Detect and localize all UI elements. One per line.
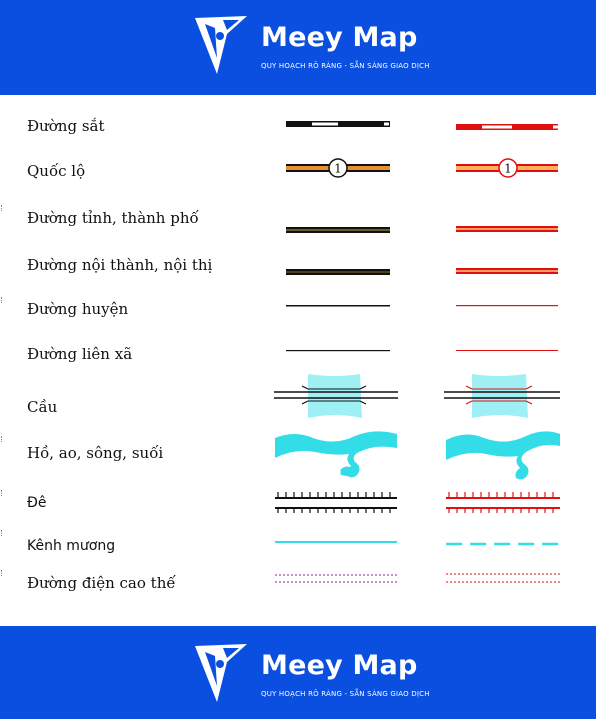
legend-label-railway: Đường sắt xyxy=(27,117,105,135)
national-road-marker: 1 xyxy=(334,161,342,176)
brand-name: Meey Map xyxy=(261,22,418,53)
edge-mark xyxy=(1,490,4,496)
water-body-planned-icon xyxy=(446,430,560,486)
provincial-road-icon xyxy=(286,225,390,235)
district-road-icon xyxy=(286,303,390,309)
legend-label-canal: Kênh mương xyxy=(27,538,116,554)
urban-road-planned-icon xyxy=(456,266,560,276)
meey-map-logo-icon xyxy=(193,642,249,704)
brand-tagline: QUY HOẠCH RÕ RÀNG - SẴN SÀNG GIAO DỊCH xyxy=(261,62,430,70)
legend-label-power-line: Đường điện cao thế xyxy=(27,574,176,592)
edge-mark xyxy=(1,570,4,576)
power-line-planned-icon xyxy=(446,570,560,586)
urban-road-icon xyxy=(286,267,390,277)
provincial-road-planned-icon xyxy=(456,224,560,234)
intercommune-road-icon xyxy=(286,348,390,354)
legend-label-intercommune-road: Đường liên xã xyxy=(27,345,133,363)
legend-label-urban-road: Đường nội thành, nội thị xyxy=(27,256,213,274)
canal-icon xyxy=(275,540,397,546)
bottom-banner xyxy=(0,626,596,719)
canal-planned-icon xyxy=(446,541,560,547)
legend-label-dike: Đê xyxy=(27,495,47,511)
edge-mark xyxy=(1,436,4,442)
legend-label-provincial-road: Đường tỉnh, thành phố xyxy=(27,209,199,227)
top-banner xyxy=(0,0,596,95)
railway-icon xyxy=(286,118,390,130)
brand-logo xyxy=(193,14,433,84)
national-road-icon xyxy=(286,158,390,178)
edge-mark xyxy=(1,205,4,211)
legend-label-district-road: Đường huyện xyxy=(27,300,129,318)
national-road-planned-icon xyxy=(456,158,560,178)
legend-label-bridge: Cầu xyxy=(27,398,58,416)
meey-map-logo-icon xyxy=(193,14,249,76)
national-road-planned-marker: 1 xyxy=(504,161,512,176)
power-line-icon xyxy=(275,570,397,586)
bridge-planned-icon xyxy=(444,372,568,420)
edge-mark xyxy=(1,530,4,536)
water-body-icon xyxy=(275,430,397,486)
dike-icon xyxy=(275,490,397,514)
legend-label-water-body: Hồ, ao, sông, suối xyxy=(27,444,164,462)
brand-name: Meey Map xyxy=(261,650,418,681)
bridge-icon xyxy=(274,372,398,420)
brand-logo xyxy=(193,642,433,712)
intercommune-road-planned-icon xyxy=(456,348,560,354)
dike-planned-icon xyxy=(446,490,560,514)
railway-planned-icon xyxy=(456,121,560,133)
edge-mark xyxy=(1,297,4,303)
legend-label-national-road: Quốc lộ xyxy=(27,162,86,180)
district-road-planned-icon xyxy=(456,303,560,309)
brand-tagline: QUY HOẠCH RÕ RÀNG - SẴN SÀNG GIAO DỊCH xyxy=(261,690,430,698)
